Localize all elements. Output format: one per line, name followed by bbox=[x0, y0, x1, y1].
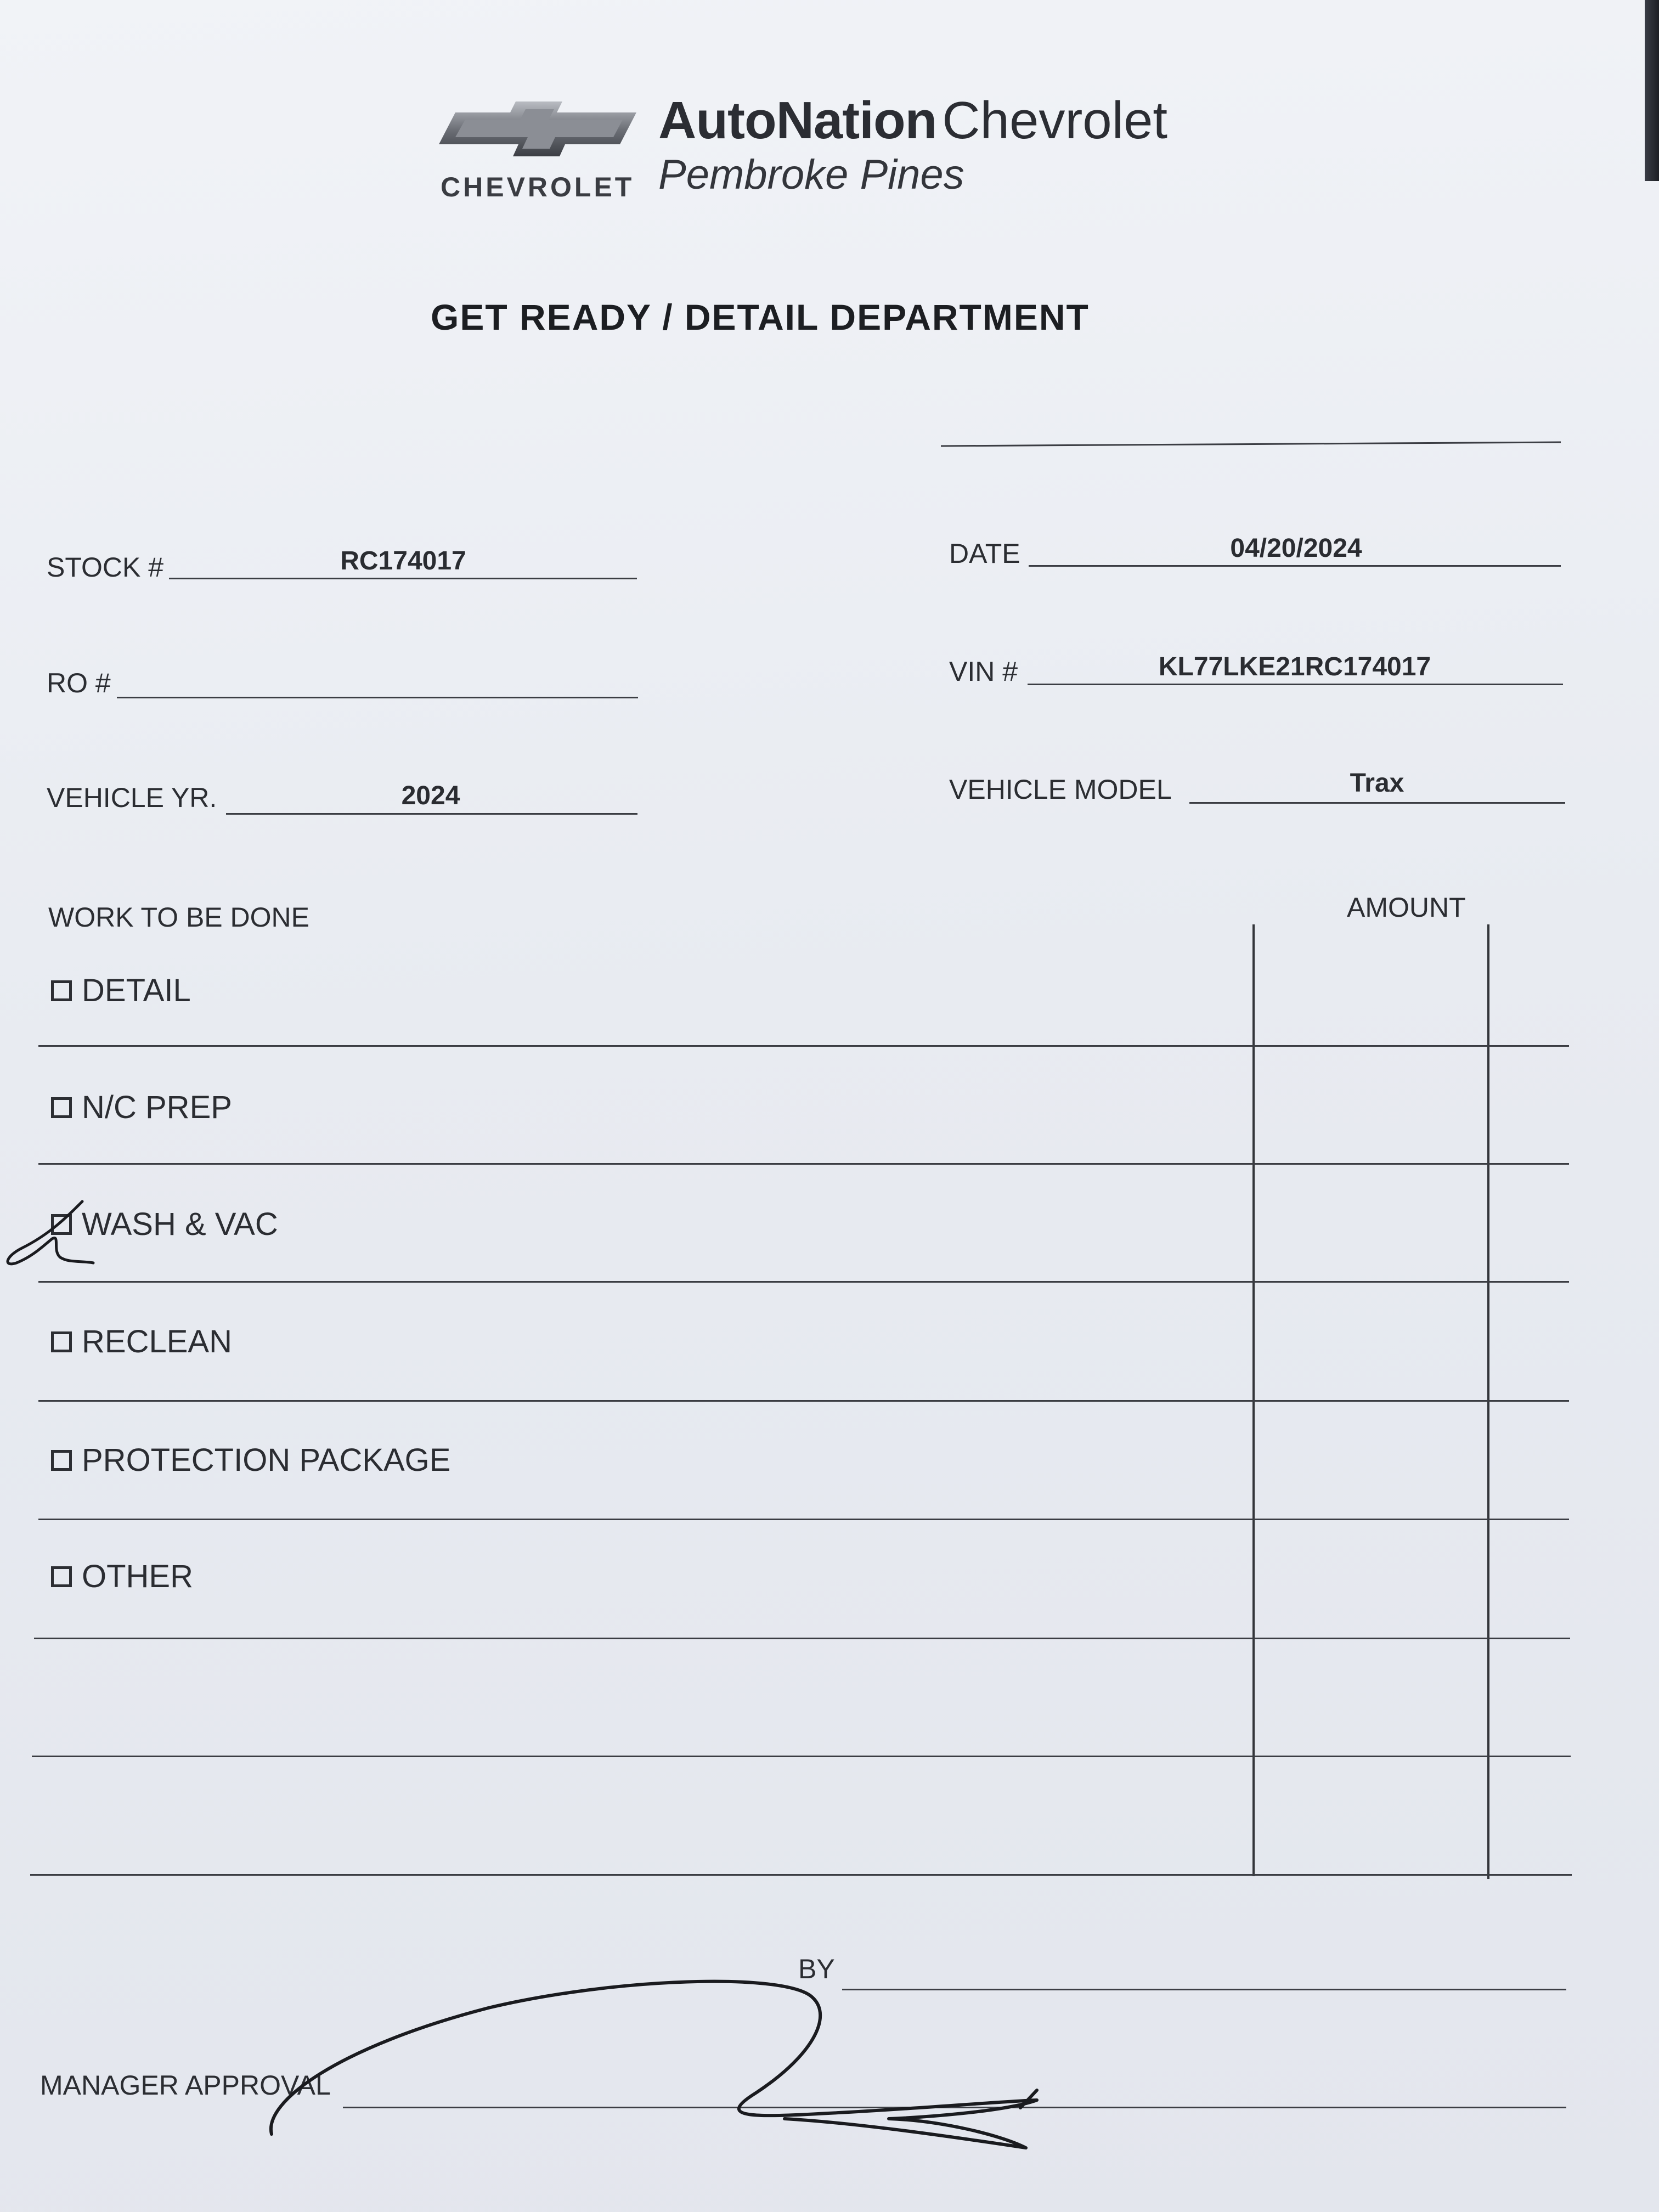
ro-label: RO # bbox=[47, 668, 111, 698]
model-value[interactable]: Trax bbox=[1350, 769, 1404, 798]
by-label: BY bbox=[798, 1954, 835, 1984]
table-row-line bbox=[32, 1756, 1571, 1757]
work-item-protection-package[interactable]: PROTECTION PACKAGE bbox=[51, 1442, 450, 1479]
date-label: DATE bbox=[949, 538, 1020, 569]
checkbox-nc-prep[interactable] bbox=[51, 1097, 72, 1118]
year-label: VEHICLE YR. bbox=[47, 782, 217, 813]
work-item-wash-vac[interactable]: WASH & VAC bbox=[51, 1206, 278, 1243]
table-row-line bbox=[38, 1519, 1569, 1520]
dealer-brand: AutoNation Chevrolet bbox=[658, 91, 1168, 150]
table-divider-right bbox=[1487, 924, 1489, 1879]
table-row-line bbox=[34, 1638, 1570, 1639]
checkbox-reclean[interactable] bbox=[51, 1331, 72, 1352]
page-edge-shadow bbox=[1645, 0, 1659, 181]
dealer-location: Pembroke Pines bbox=[658, 151, 964, 198]
model-line bbox=[1189, 802, 1565, 804]
vin-value[interactable]: KL77LKE21RC174017 bbox=[1158, 652, 1431, 681]
table-row-line bbox=[38, 1400, 1569, 1402]
table-row-line bbox=[38, 1045, 1569, 1047]
check-mark-icon bbox=[0, 1196, 104, 1278]
chevrolet-bowtie-icon bbox=[439, 101, 639, 162]
stock-value[interactable]: RC174017 bbox=[340, 546, 466, 575]
checkbox-protection-package[interactable] bbox=[51, 1450, 72, 1471]
work-item-detail[interactable]: DETAIL bbox=[51, 972, 191, 1009]
amount-heading: AMOUNT bbox=[1347, 892, 1466, 923]
year-line bbox=[226, 813, 637, 815]
table-row-line bbox=[30, 1874, 1572, 1876]
model-label: VEHICLE MODEL bbox=[949, 774, 1172, 805]
ro-line bbox=[117, 697, 638, 698]
year-value[interactable]: 2024 bbox=[401, 781, 460, 810]
checkbox-detail[interactable] bbox=[51, 980, 72, 1001]
chevrolet-wordmark: CHEVROLET bbox=[441, 172, 635, 202]
work-heading: WORK TO BE DONE bbox=[48, 902, 310, 933]
vin-line bbox=[1028, 684, 1563, 685]
stock-line bbox=[169, 578, 637, 579]
manager-approval-label: MANAGER APPROVAL bbox=[40, 2070, 331, 2101]
form-title: GET READY / DETAIL DEPARTMENT bbox=[431, 297, 1090, 337]
table-row-line bbox=[38, 1163, 1569, 1165]
date-line bbox=[1029, 565, 1561, 567]
table-row-line bbox=[38, 1281, 1569, 1283]
date-value[interactable]: 04/20/2024 bbox=[1230, 534, 1362, 563]
work-item-other[interactable]: OTHER bbox=[51, 1558, 193, 1595]
vin-label: VIN # bbox=[949, 656, 1018, 687]
work-item-nc-prep[interactable]: N/C PREP bbox=[51, 1089, 232, 1126]
header-blank-line bbox=[941, 442, 1561, 447]
manager-signature-icon bbox=[258, 1953, 1240, 2156]
stock-label: STOCK # bbox=[47, 552, 164, 583]
work-item-reclean[interactable]: RECLEAN bbox=[51, 1323, 232, 1360]
checkbox-other[interactable] bbox=[51, 1566, 72, 1587]
